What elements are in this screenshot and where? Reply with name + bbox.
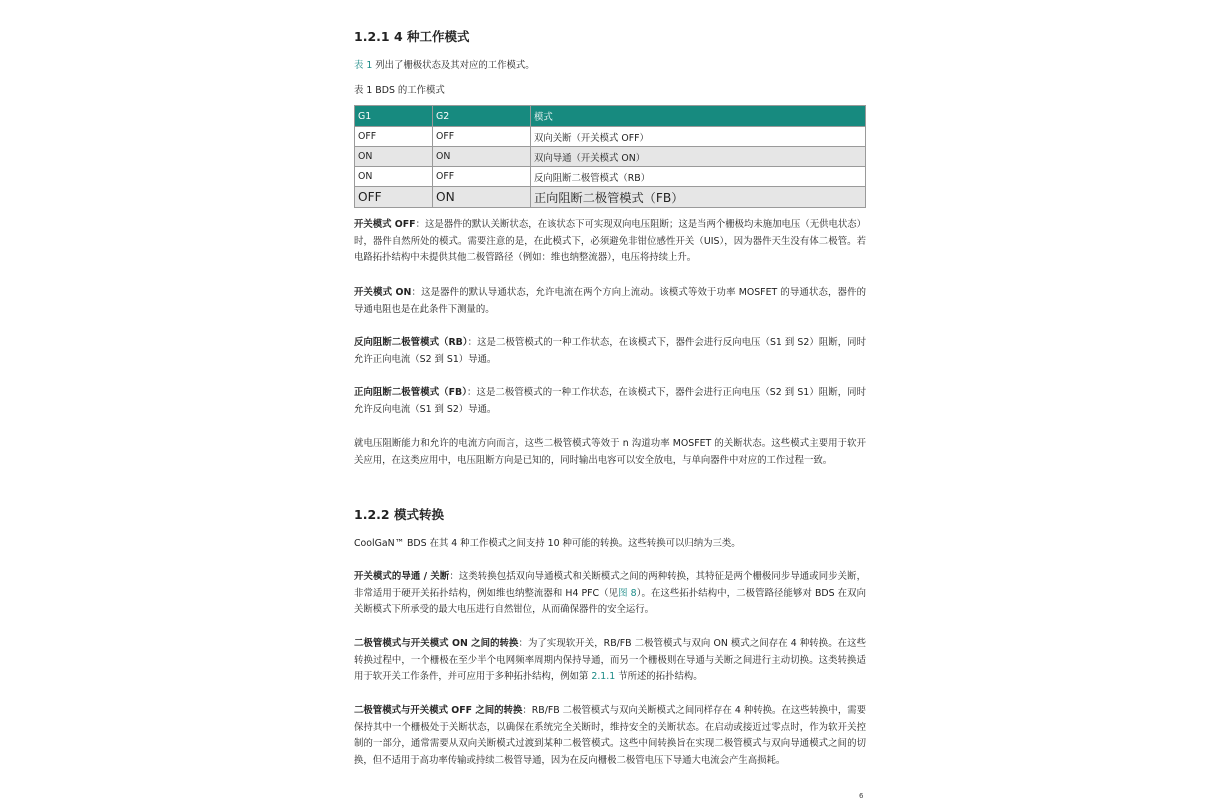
cell-mode: 正向阻断二极管模式（FB） xyxy=(531,187,866,208)
table-intro xyxy=(354,58,866,75)
paragraph-diode-on-transitions: 二极管模式与开关模式 ON 之间的转换：为了实现软开关，RB/FB 二极管模式与双向 ON 模式之间存在 4 种转换。在这些转换过程中，一个栅极在至少半个电网频率周期内保持导通，而另一个栅极则在导通与关断之间进行主动切换。这类转换适用于软开关工作条件，并可应用于多种拓扑结构，例如第 2.1.1 节所述的拓扑结构。 xyxy=(354,638,866,683)
cell-mode: 反向阻断二极管模式（RB） xyxy=(531,167,866,187)
cell-mode: 双向导通（开关模式 ON） xyxy=(531,147,866,167)
cell-g1: OFF xyxy=(355,187,433,208)
cell-g2: ON xyxy=(433,147,531,167)
cell-g2: ON xyxy=(433,187,531,208)
cell-g1: OFF xyxy=(355,127,433,147)
paragraph-transitions-intro: CoolGaN™ BDS 在其 4 种工作模式之间支持 10 种可能的转换。这些转换可以归纳为三类。 xyxy=(354,538,741,549)
section-heading-1 xyxy=(354,27,866,45)
paragraph-diode-off-transitions: 二极管模式与开关模式 OFF 之间的转换：RB/FB 二极管模式与双向关断模式之间同样存在 4 种转换。在这些转换中，需要保持其中一个栅极处于关断状态，以确保在系统完全关断时，维持安全的关断状态。在启动或接近过零点时，作为软开关控制的一部分，通常需要从双向关断模式过渡到某种二极管模式。这些中间转换旨在实现二极管模式与双向导通模式之间的切换，但不适用于高功率传输或持续二极管导通，因为在反向栅极二极管电压下导通大电流会产生高损耗。 xyxy=(354,705,866,766)
header-mode: 模式 xyxy=(531,106,866,127)
section-2-1-1-link[interactable]: 2.1.1 xyxy=(591,671,616,683)
cell-mode: 双向关断（开关模式 OFF） xyxy=(531,127,866,147)
table-header-row xyxy=(355,106,866,127)
paragraph-switch-transitions: 开关模式的导通 / 关断：这类转换包括双向导通模式和关断模式之间的两种转换，其特征是两个栅极同步导通或同步关断，非常适用于硬开关拓扑结构，例如维也纳整流器和 H4 PFC（见图 8）。在这些拓扑结构中，二极管路径能够对 BDS 在双向关断模式下所承受的最大电压进行自然钳位，从而确保器件的安全运行。 xyxy=(354,571,867,616)
heading-text: 1.2.2 模式转换 xyxy=(354,507,444,522)
paragraph-switch-off: 开关模式 OFF：这是器件的默认关断状态，在该状态下可实现双向电压阻断；这是当两个栅极均未施加电压（无供电状态）时，器件自然所处的模式。需要注意的是，在此模式下，必须避免非钳位感性开关（UIS），因为器件天生没有体二极管。若电路拓扑结构中未提供其他二极管路径（例如：维也纳整流器），电压将持续上升。 xyxy=(354,219,866,264)
paragraph-diode-summary: 就电压阻断能力和允许的电流方向而言，这些二极管模式等效于 n 沟道功率 MOSFET 的关断状态。这些模式主要用于软开关应用，在这类应用中，电压阻断方向是已知的，同时输出电容可以安全放电，与单向器件中对应的工作过程一致。 xyxy=(354,438,866,466)
header-g2: G2 xyxy=(433,106,531,127)
cell-g2: OFF xyxy=(433,127,531,147)
modes-table xyxy=(354,105,866,208)
paragraph-fb-mode: 正向阻断二极管模式（FB）：这是二极管模式的一种工作状态，在该模式下，器件会进行正向电压（S2 到 S1）阻断，同时允许反向电流（S1 到 S2）导通。 xyxy=(354,387,867,415)
table-1-link[interactable]: 表 1 xyxy=(354,60,373,71)
table-row xyxy=(355,127,866,147)
paragraph-switch-on: 开关模式 ON：这是器件的默认导通状态，允许电流在两个方向上流动。该模式等效于功率 MOSFET 的导通状态，器件的导通电阻也是在此条件下测量的。 xyxy=(354,287,866,315)
header-g1: G1 xyxy=(355,106,433,127)
page-number: 6 xyxy=(859,792,864,800)
cell-g2: OFF xyxy=(433,167,531,187)
paragraph-rb-mode: 反向阻断二极管模式（RB）：这是二极管模式的一种工作状态，在该模式下，器件会进行反向电压（S1 到 S2）阻断，同时允许正向电流（S2 到 S1）导通。 xyxy=(354,337,867,365)
table-row xyxy=(355,187,866,208)
table-row xyxy=(355,167,866,187)
cell-g1: ON xyxy=(355,167,433,187)
section-heading-2 xyxy=(354,505,866,523)
figure-8-link[interactable]: 图 8 xyxy=(618,587,637,599)
table-caption: 表 1 BDS 的工作模式 xyxy=(354,85,445,96)
intro-text: 列出了栅极状态及其对应的工作模式。 xyxy=(372,60,535,71)
table-row xyxy=(355,147,866,167)
cell-g1: ON xyxy=(355,147,433,167)
heading-text: 1.2.1 4 种工作模式 xyxy=(354,29,470,44)
